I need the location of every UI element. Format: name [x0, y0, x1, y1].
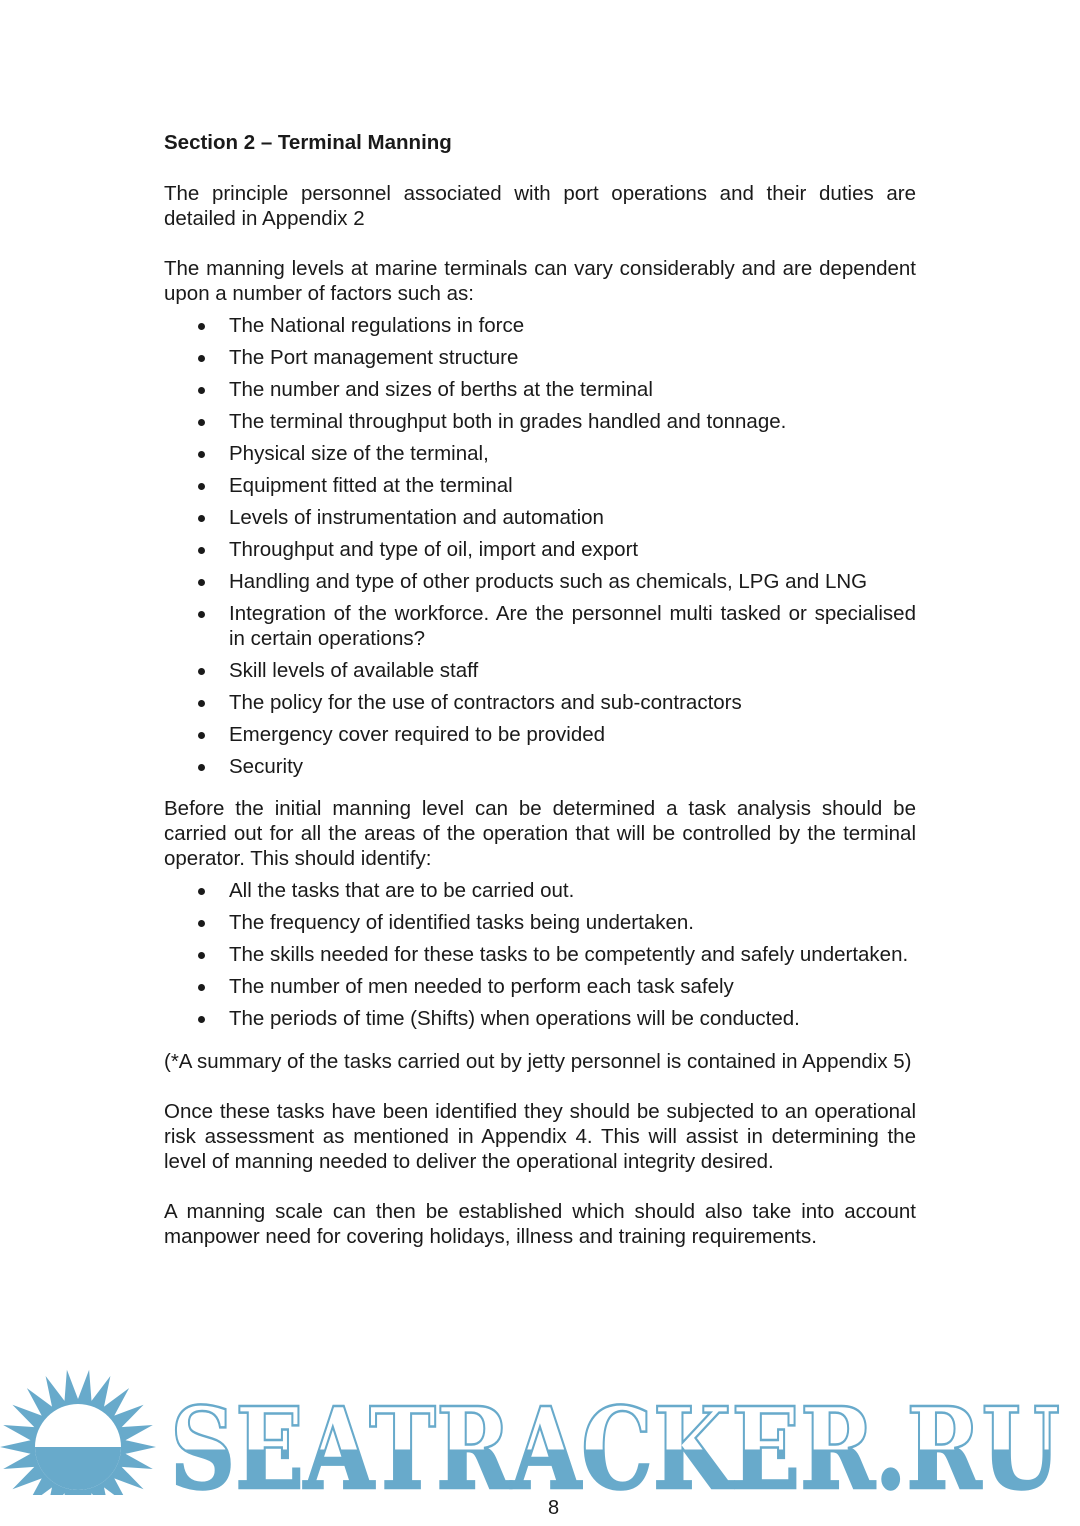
- paragraph-personnel: The principle personnel associated with port operations and their duties are detailed in Appendix 2: [164, 182, 916, 230]
- factors-list: [164, 313, 916, 779]
- factor-list-item: Levels of instrumentation and automation: [164, 505, 916, 530]
- seatracker-watermark-logo: [0, 1365, 1080, 1495]
- paragraph-risk-assessment: Once these tasks have been identified they should be subjected to an operational risk assessment as mentioned in Appendix 4. This will assist in determining the level of manning needed to deliver the operational integrity desired.: [164, 1100, 916, 1173]
- task-list-item: The frequency of identified tasks being undertaken.: [164, 910, 916, 935]
- sun-icon: [0, 1370, 156, 1495]
- tasks-list: [164, 878, 916, 1031]
- section-heading: Section 2 – Terminal Manning: [164, 131, 452, 154]
- paragraph-summary-note: (*A summary of the tasks carried out by jetty personnel is contained in Appendix 5): [164, 1050, 912, 1073]
- factor-list-item: Equipment fitted at the terminal: [164, 473, 916, 498]
- task-list-item: The number of men needed to perform each task safely: [164, 974, 916, 999]
- task-list-item: All the tasks that are to be carried out.: [164, 878, 916, 903]
- watermark-text: SEATRACKER.RU: [170, 1384, 1060, 1495]
- task-list-item: The skills needed for these tasks to be competently and safely undertaken.: [164, 942, 916, 967]
- paragraph-task-analysis: Before the initial manning level can be determined a task analysis should be carried out for all the areas of the operation that will be controlled by the terminal operator. This should identify:: [164, 797, 916, 870]
- factor-list-item: The policy for the use of contractors and sub-contractors: [164, 690, 916, 715]
- factor-list-item: Skill levels of available staff: [164, 658, 916, 683]
- factor-list-item: The Port management structure: [164, 345, 916, 370]
- factor-list-item: The terminal throughput both in grades handled and tonnage.: [164, 409, 916, 434]
- factor-list-item: Physical size of the terminal,: [164, 441, 916, 466]
- factor-list-item: Handling and type of other products such as chemicals, LPG and LNG: [164, 569, 916, 594]
- page-number: 8: [548, 1497, 560, 1519]
- paragraph-manning-scale: A manning scale can then be established which should also take into account manpower need for covering holidays, illness and training requirements.: [164, 1200, 916, 1248]
- task-list-item: The periods of time (Shifts) when operations will be conducted.: [164, 1006, 916, 1031]
- factor-list-item: Emergency cover required to be provided: [164, 722, 916, 747]
- factor-list-item: Security: [164, 754, 916, 779]
- paragraph-manning-levels: The manning levels at marine terminals can vary considerably and are dependent upon a number of factors such as:: [164, 257, 916, 305]
- factor-list-item: The number and sizes of berths at the terminal: [164, 377, 916, 402]
- factor-list-item: Integration of the workforce. Are the personnel multi tasked or specialised in certain operations?: [164, 601, 916, 651]
- factor-list-item: The National regulations in force: [164, 313, 916, 338]
- factor-list-item: Throughput and type of oil, import and export: [164, 537, 916, 562]
- page-content: [164, 130, 916, 1249]
